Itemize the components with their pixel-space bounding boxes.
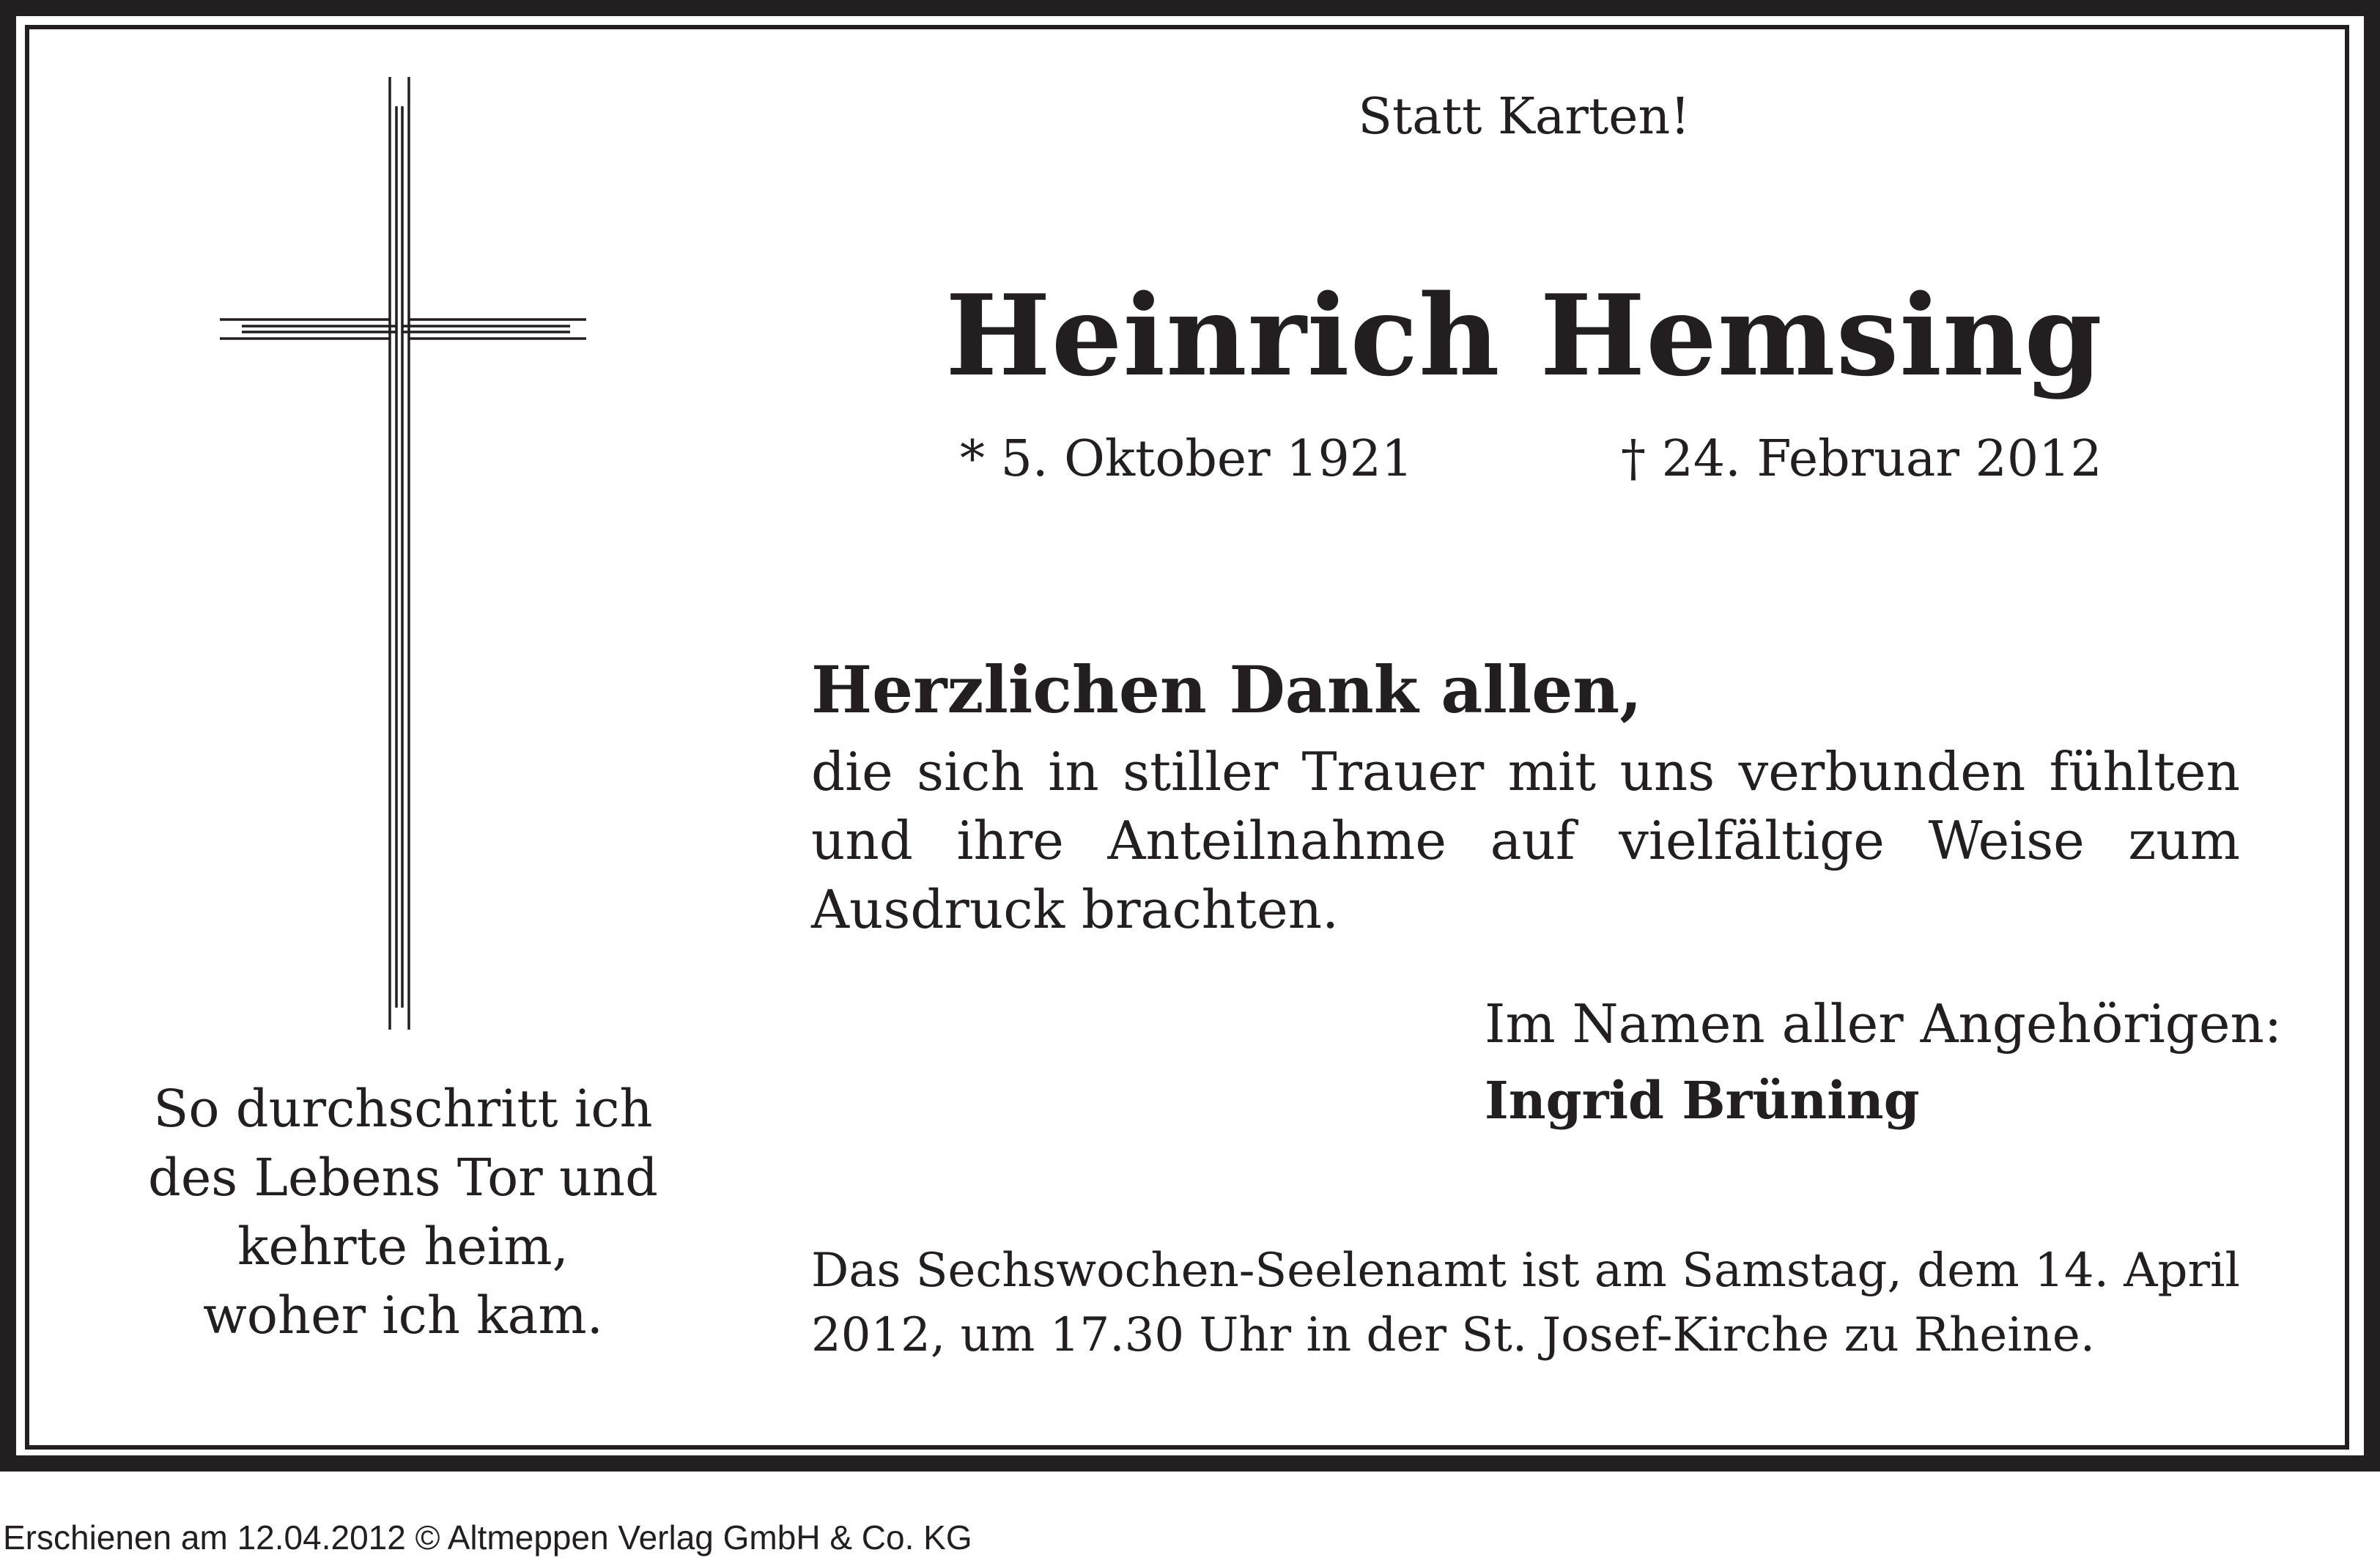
thanks-heading: Herzlichen Dank allen, bbox=[811, 651, 1642, 728]
mass-notice: Das Sechswochen-Seelenamt ist am Samstag, dem 14. April 2012, um 17.30 Uhr in der St. Josef-Kirche zu Rheine. bbox=[811, 1244, 2240, 1362]
thanks-text: die sich in stiller Trauer mit uns verbunden fühlten und ihre Anteilnahme auf vielfältige Weise zum Ausdruck brachten. bbox=[811, 741, 2240, 940]
poem-line: woher ich kam. bbox=[203, 1285, 603, 1345]
deceased-name: Heinrich Hemsing bbox=[945, 270, 2103, 401]
poem-line: kehrte heim, bbox=[237, 1217, 569, 1277]
publication-footer: Erschienen am 12.04.2012 © Altmeppen Verlag GmbH & Co. KG bbox=[3, 1518, 972, 1557]
death-date: † 24. Februar 2012 bbox=[1621, 430, 2102, 488]
notice-header: Statt Karten! bbox=[1358, 88, 1690, 146]
poem-line: des Lebens Tor und bbox=[148, 1148, 658, 1208]
birth-date: * 5. Oktober 1921 bbox=[960, 430, 1413, 488]
poem bbox=[117, 1074, 689, 1350]
signer-name: Ingrid Brüning bbox=[1485, 1070, 1920, 1131]
cross-icon bbox=[220, 77, 594, 1030]
poem-line: So durchschritt ich bbox=[153, 1079, 653, 1139]
signoff-line: Im Namen aller Angehörigen: bbox=[1485, 993, 2283, 1055]
